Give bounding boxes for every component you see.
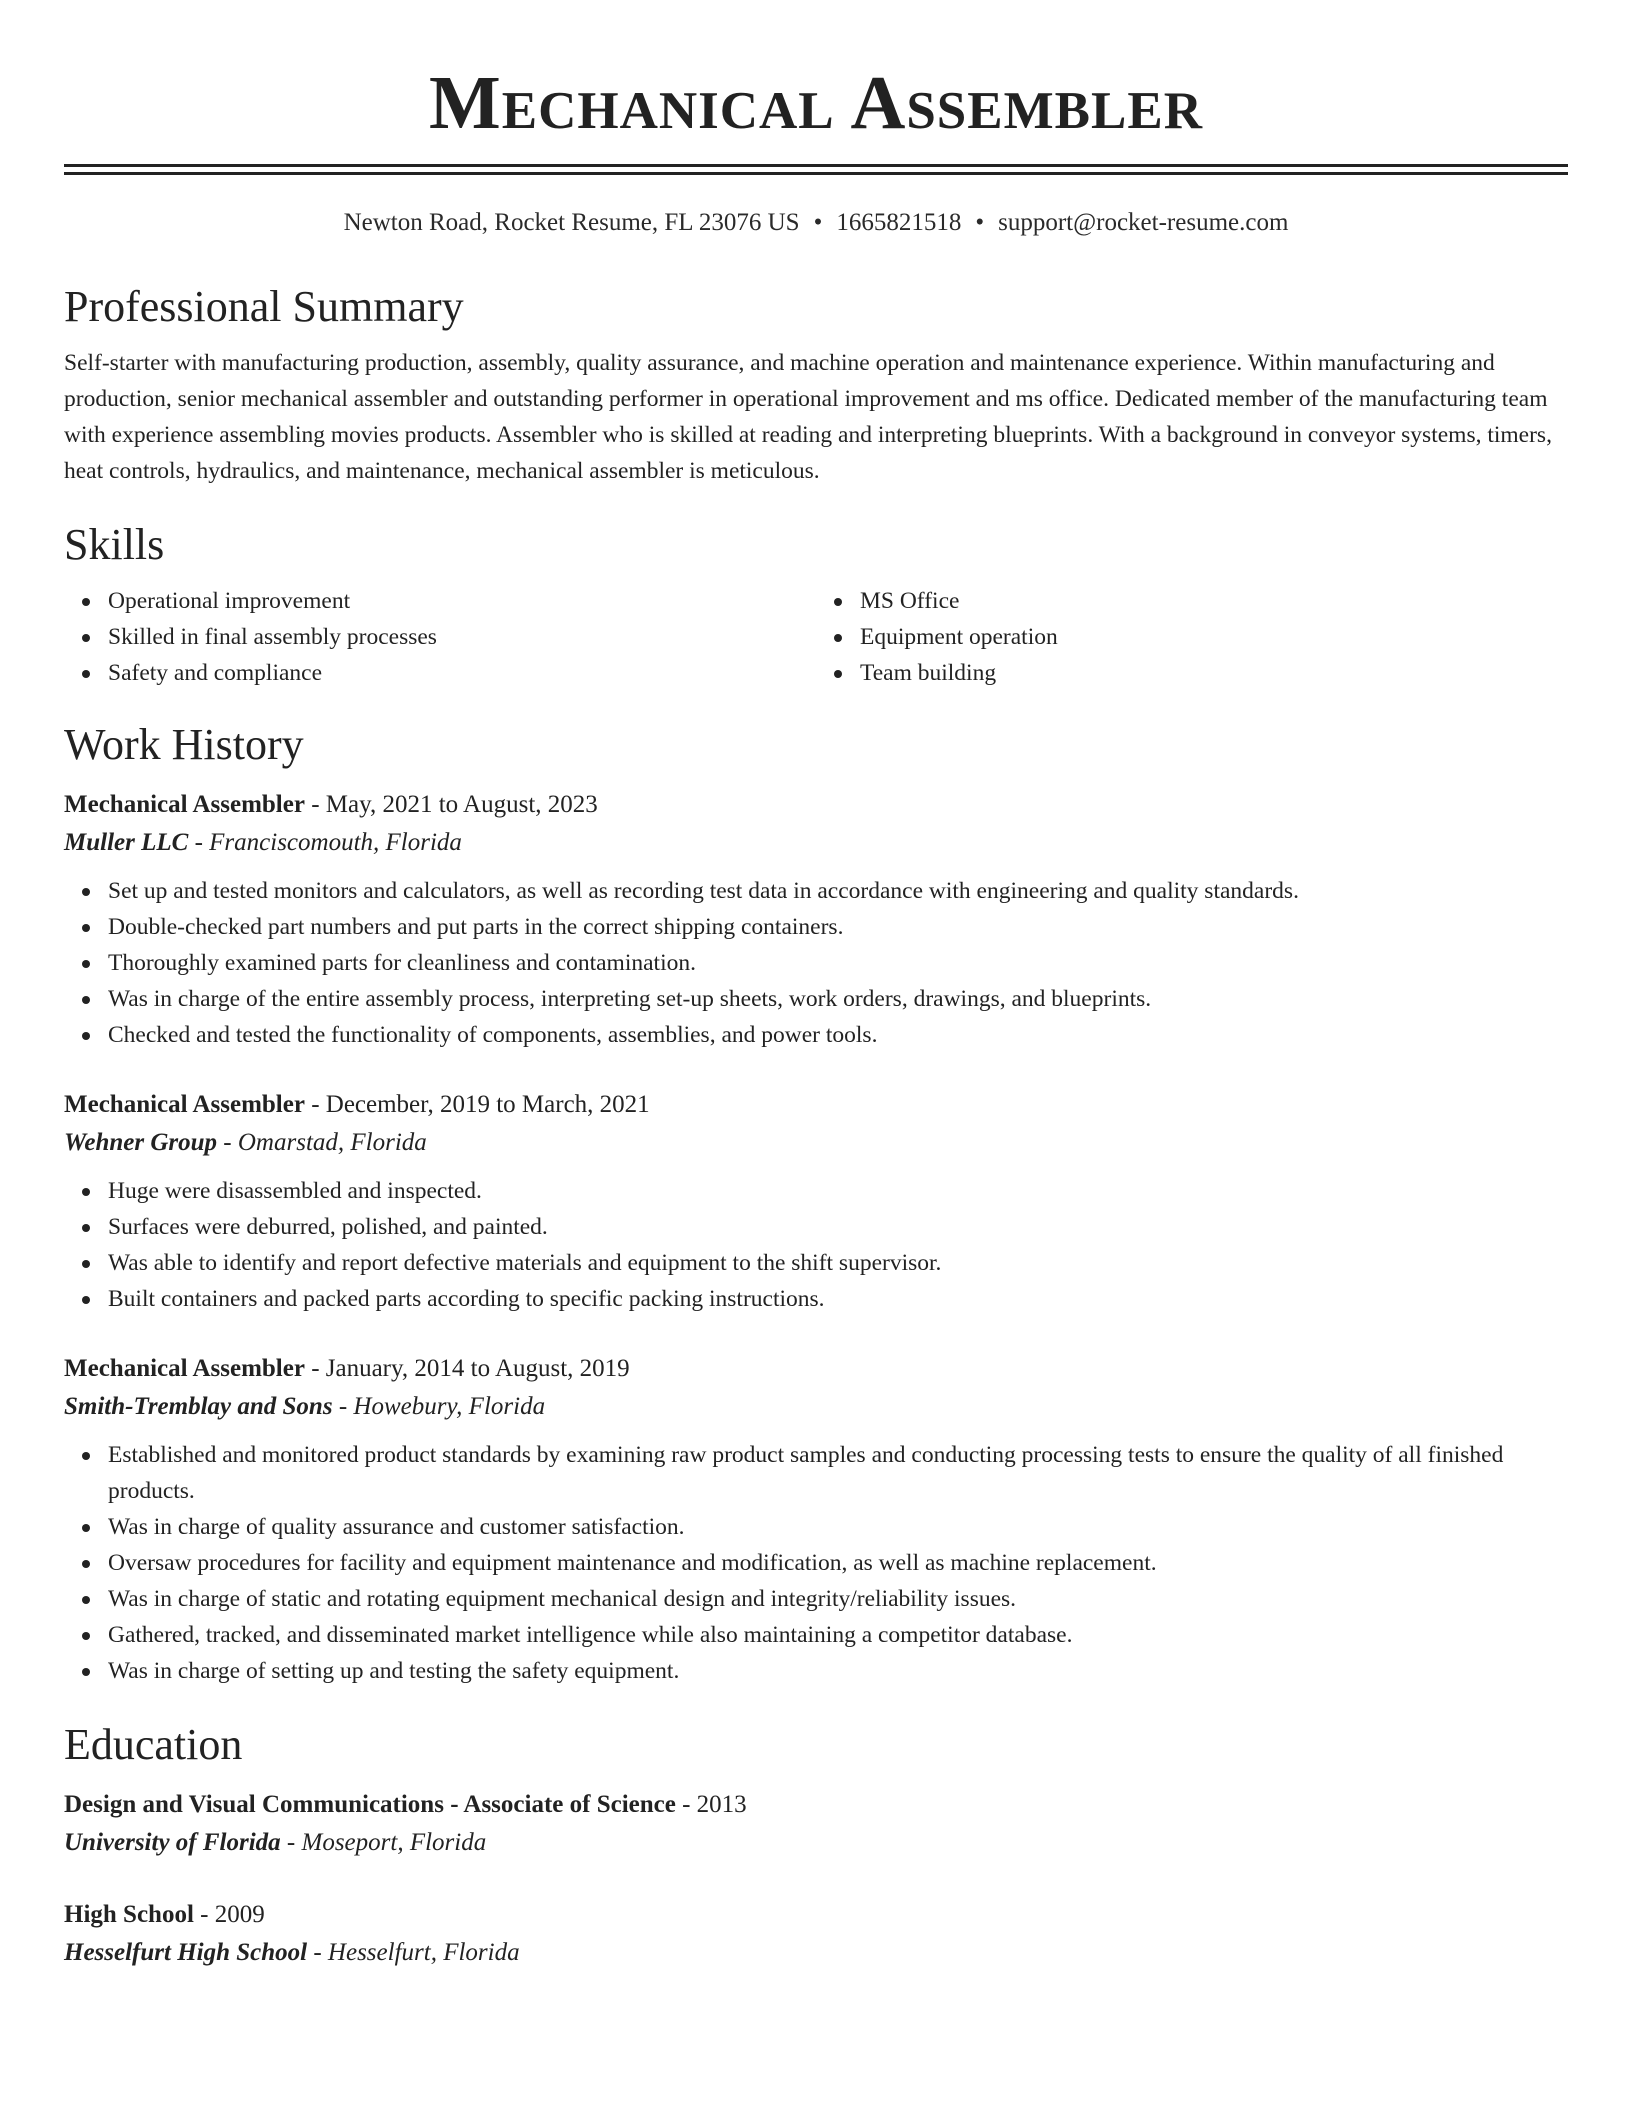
job-bullet: Huge were disassembled and inspected. [108,1173,1568,1209]
job-bullet: Thoroughly examined parts for cleanliness and contamination. [108,945,1568,981]
skill-item: Skilled in final assembly processes [108,619,816,655]
degree-line [64,1897,1568,1933]
header-double-rule [64,164,1568,175]
education-entry [64,1897,1568,1973]
degree-name: High School [64,1901,194,1928]
skills-heading: Skills [64,520,165,569]
job-bullet: Was in charge of setting up and testing the safety equipment. [108,1653,1568,1689]
job-bullet: Double-checked part numbers and put parts in the correct shipping containers. [108,909,1568,945]
job-dates: - December, 2019 to March, 2021 [311,1091,650,1118]
job-title-line [64,1351,1568,1387]
school-name: Hesselfurt High School [64,1939,308,1966]
degree-name: Design and Visual Communications - Associate of Science [64,1791,676,1818]
resume-page [64,0,1568,1973]
employer-name: Muller LLC [64,829,189,856]
job-bullet: Was in charge of the entire assembly process, interpreting set-up sheets, work orders, drawings, and blueprints. [108,981,1568,1017]
skills-grid [64,583,1568,691]
skills-column-right [816,583,1568,691]
job-dates: - May, 2021 to August, 2023 [311,791,598,818]
job-bullet: Gathered, tracked, and disseminated market intelligence while also maintaining a competitor database. [108,1617,1568,1653]
job-title-line [64,1087,1568,1123]
job-bullet: Was in charge of static and rotating equipment mechanical design and integrity/reliability issues. [108,1581,1568,1617]
job-title: Mechanical Assembler [64,791,305,818]
skill-item: MS Office [860,583,1568,619]
skill-item: Operational improvement [108,583,816,619]
skill-item: Equipment operation [860,619,1568,655]
job-bullet: Was in charge of quality assurance and customer satisfaction. [108,1509,1568,1545]
education-entry [64,1787,1568,1863]
skills-column-left [64,583,816,691]
graduation-year: - 2009 [200,1901,265,1928]
job-title: Mechanical Assembler [64,1355,305,1382]
employer-location: - Omarstad, Florida [223,1129,427,1156]
job-entry [64,1351,1568,1689]
school-location: - Moseport, Florida [286,1829,487,1856]
contact-line [64,207,1568,239]
job-bullets [64,873,1568,1053]
employer-name: Smith-Tremblay and Sons [64,1393,333,1420]
contact-address: Newton Road, Rocket Resume, FL 23076 US [343,209,800,236]
employer-location: - Howebury, Florida [338,1393,546,1420]
school-name: University of Florida [64,1829,281,1856]
contact-separator: • [975,209,985,236]
employer-location: - Franciscomouth, Florida [194,829,462,856]
contact-separator: • [813,209,823,236]
employer-line [64,823,1568,863]
work-history-heading: Work History [64,720,304,769]
summary-heading: Professional Summary [64,282,464,331]
degree-line [64,1787,1568,1823]
job-bullet: Checked and tested the functionality of components, assemblies, and power tools. [108,1017,1568,1053]
job-bullet: Oversaw procedures for facility and equipment maintenance and modification, as well as machine replacement. [108,1545,1568,1581]
job-entry [64,787,1568,1053]
job-bullets [64,1173,1568,1317]
job-title: Mechanical Assembler [64,1091,305,1118]
school-line [64,1933,1568,1973]
employer-line [64,1123,1568,1163]
job-entry [64,1087,1568,1317]
employer-line [64,1387,1568,1427]
job-bullet: Set up and tested monitors and calculators, as well as recording test data in accordance with engineering and quality standards. [108,873,1568,909]
job-bullet: Established and monitored product standards by examining raw product samples and conducting processing tests to ensure the quality of all finished products. [108,1437,1568,1509]
school-location: - Hesselfurt, Florida [313,1939,520,1966]
job-bullet: Surfaces were deburred, polished, and painted. [108,1209,1568,1245]
contact-phone: 1665821518 [836,209,962,236]
graduation-year: - 2013 [682,1791,747,1818]
education-heading: Education [64,1720,243,1769]
job-bullet: Was able to identify and report defective materials and equipment to the shift supervisor. [108,1245,1568,1281]
job-bullets [64,1437,1568,1689]
school-line [64,1823,1568,1863]
resume-name: Mechanical Assembler [428,61,1203,145]
job-dates: - January, 2014 to August, 2019 [311,1355,630,1382]
employer-name: Wehner Group [64,1129,218,1156]
job-title-line [64,787,1568,823]
skill-item: Team building [860,655,1568,691]
skill-item: Safety and compliance [108,655,816,691]
summary-text: Self-starter with manufacturing production, assembly, quality assurance, and machine operation and maintenance experience. Within manufacturing and production, senior mechanical assembler and outstanding performer in operational improvement and ms office. Dedicated member of the manufacturing team with experience assembling movies products. Assembler who is skilled at reading and interpreting blueprints. With a background in conveyor systems, timers, heat controls, hydraulics, and maintenance, mechanical assembler is meticulous. [64,350,1552,484]
contact-email: support@rocket-resume.com [998,209,1289,236]
job-bullet: Built containers and packed parts according to specific packing instructions. [108,1281,1568,1317]
